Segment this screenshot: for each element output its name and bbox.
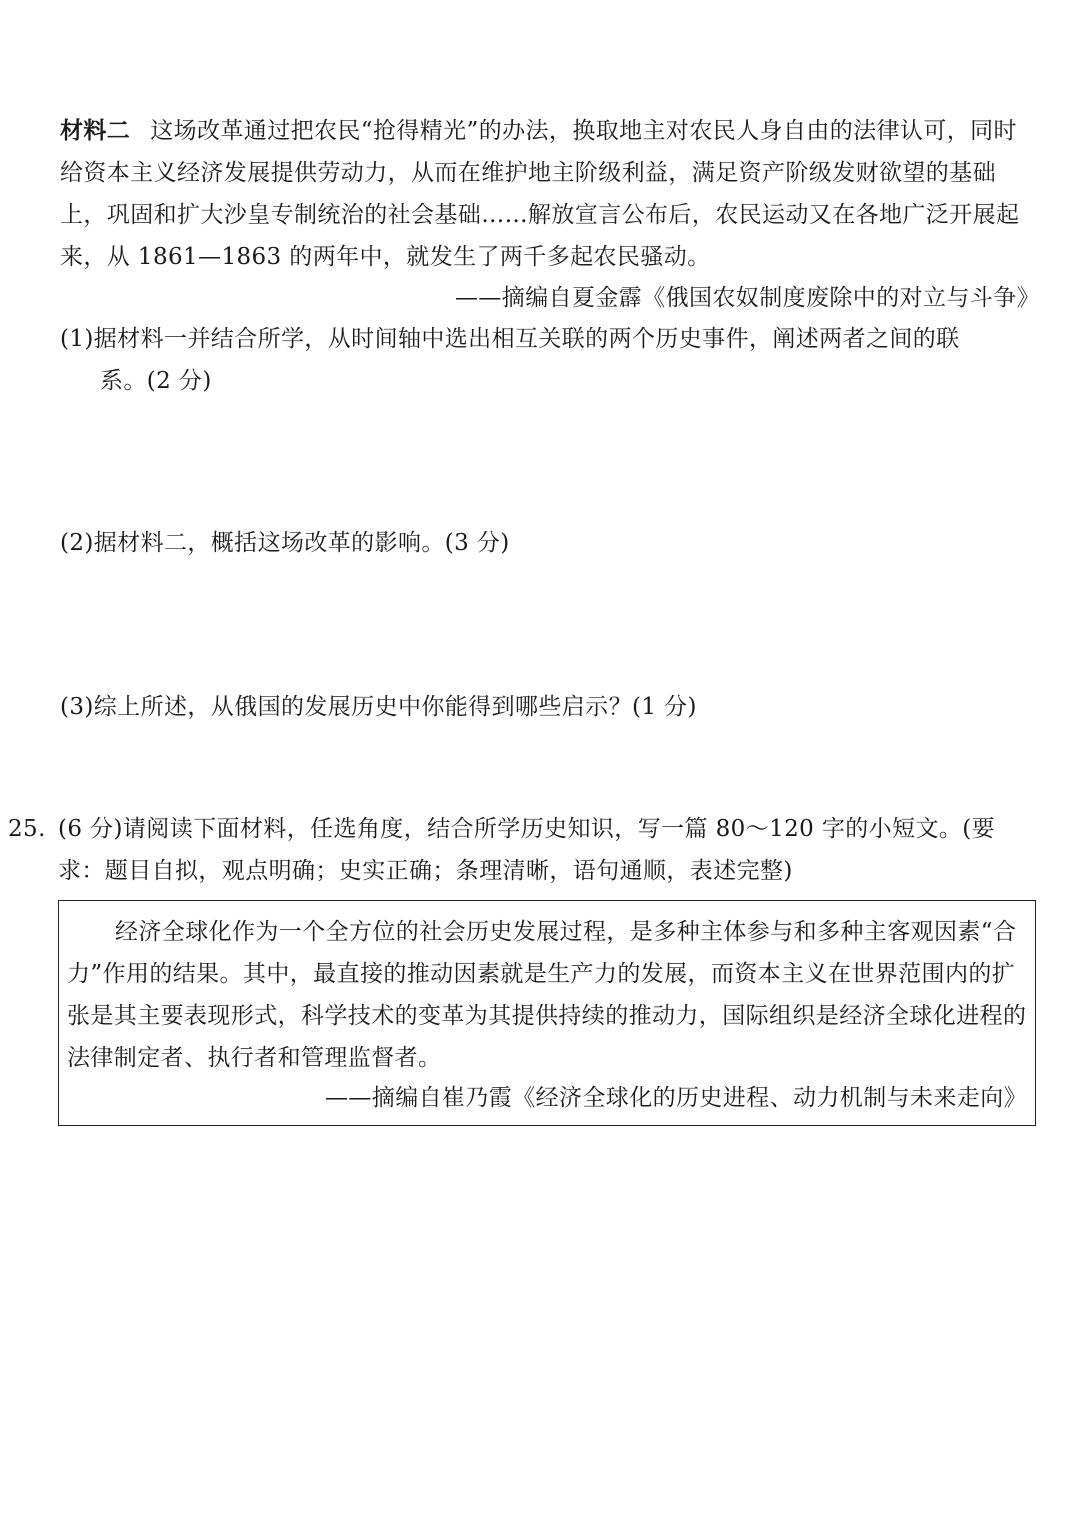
question-25 bbox=[8, 808, 1040, 892]
material-two-text: 这场改革通过把农民“抢得精光”的办法，换取地主对农民人身自由的法律认可，同时给资本主义经济发展提供劳动力，从而在维护地主阶级利益，满足资产阶级发财欲望的基础上，巩固和扩大沙皇专制统治的社会基础……解放宣言公布后，农民运动又在各地广泛开展起来，从 1861—1863 的两年中，就发生了两千多起农民骚动。 bbox=[60, 118, 1020, 270]
question-1-line2: 系。(2 分) bbox=[100, 368, 212, 394]
material-two-paragraph bbox=[60, 110, 1040, 278]
question-1-line1: (1)据材料一并结合所学，从时间轴中选出相互关联的两个历史事件，阐述两者之间的联 bbox=[60, 326, 960, 352]
question-25-line1: (6 分)请阅读下面材料，任选角度，结合所学历史知识，写一篇 80～120 字的小短文。(要 bbox=[58, 816, 996, 842]
material-box bbox=[58, 900, 1036, 1126]
material-two-source: ——摘编自夏金霹《俄国农奴制度废除中的对立与斗争》 bbox=[455, 285, 1040, 311]
question-1 bbox=[60, 318, 1040, 402]
question-25-number: 25. bbox=[8, 816, 46, 842]
material-two-label: 材料二 bbox=[60, 117, 131, 144]
question-3: (3)综上所述，从俄国的发展历史中你能得到哪些启示？(1 分) bbox=[60, 694, 697, 720]
material-box-source: ——摘编自崔乃霞《经济全球化的历史进程、动力机制与未来走向》 bbox=[325, 1085, 1027, 1111]
question-2: (2)据材料二，概括这场改革的影响。(3 分) bbox=[60, 530, 510, 556]
material-box-text: 经济全球化作为一个全方位的社会历史发展过程，是多种主体参与和多种主客观因素“合力”作用的结果。其中，最直接的推动因素就是生产力的发展，而资本主义在世界范围内的扩张是其主要表现形式，科学技术的变革为其提供持续的推动力，国际组织是经济全球化进程的法律制定者、执行者和管理监督者。 bbox=[67, 919, 1027, 1071]
question-25-line2: 求：题目自拟，观点明确；史实正确；条理清晰，语句通顺，表述完整) bbox=[58, 858, 793, 884]
